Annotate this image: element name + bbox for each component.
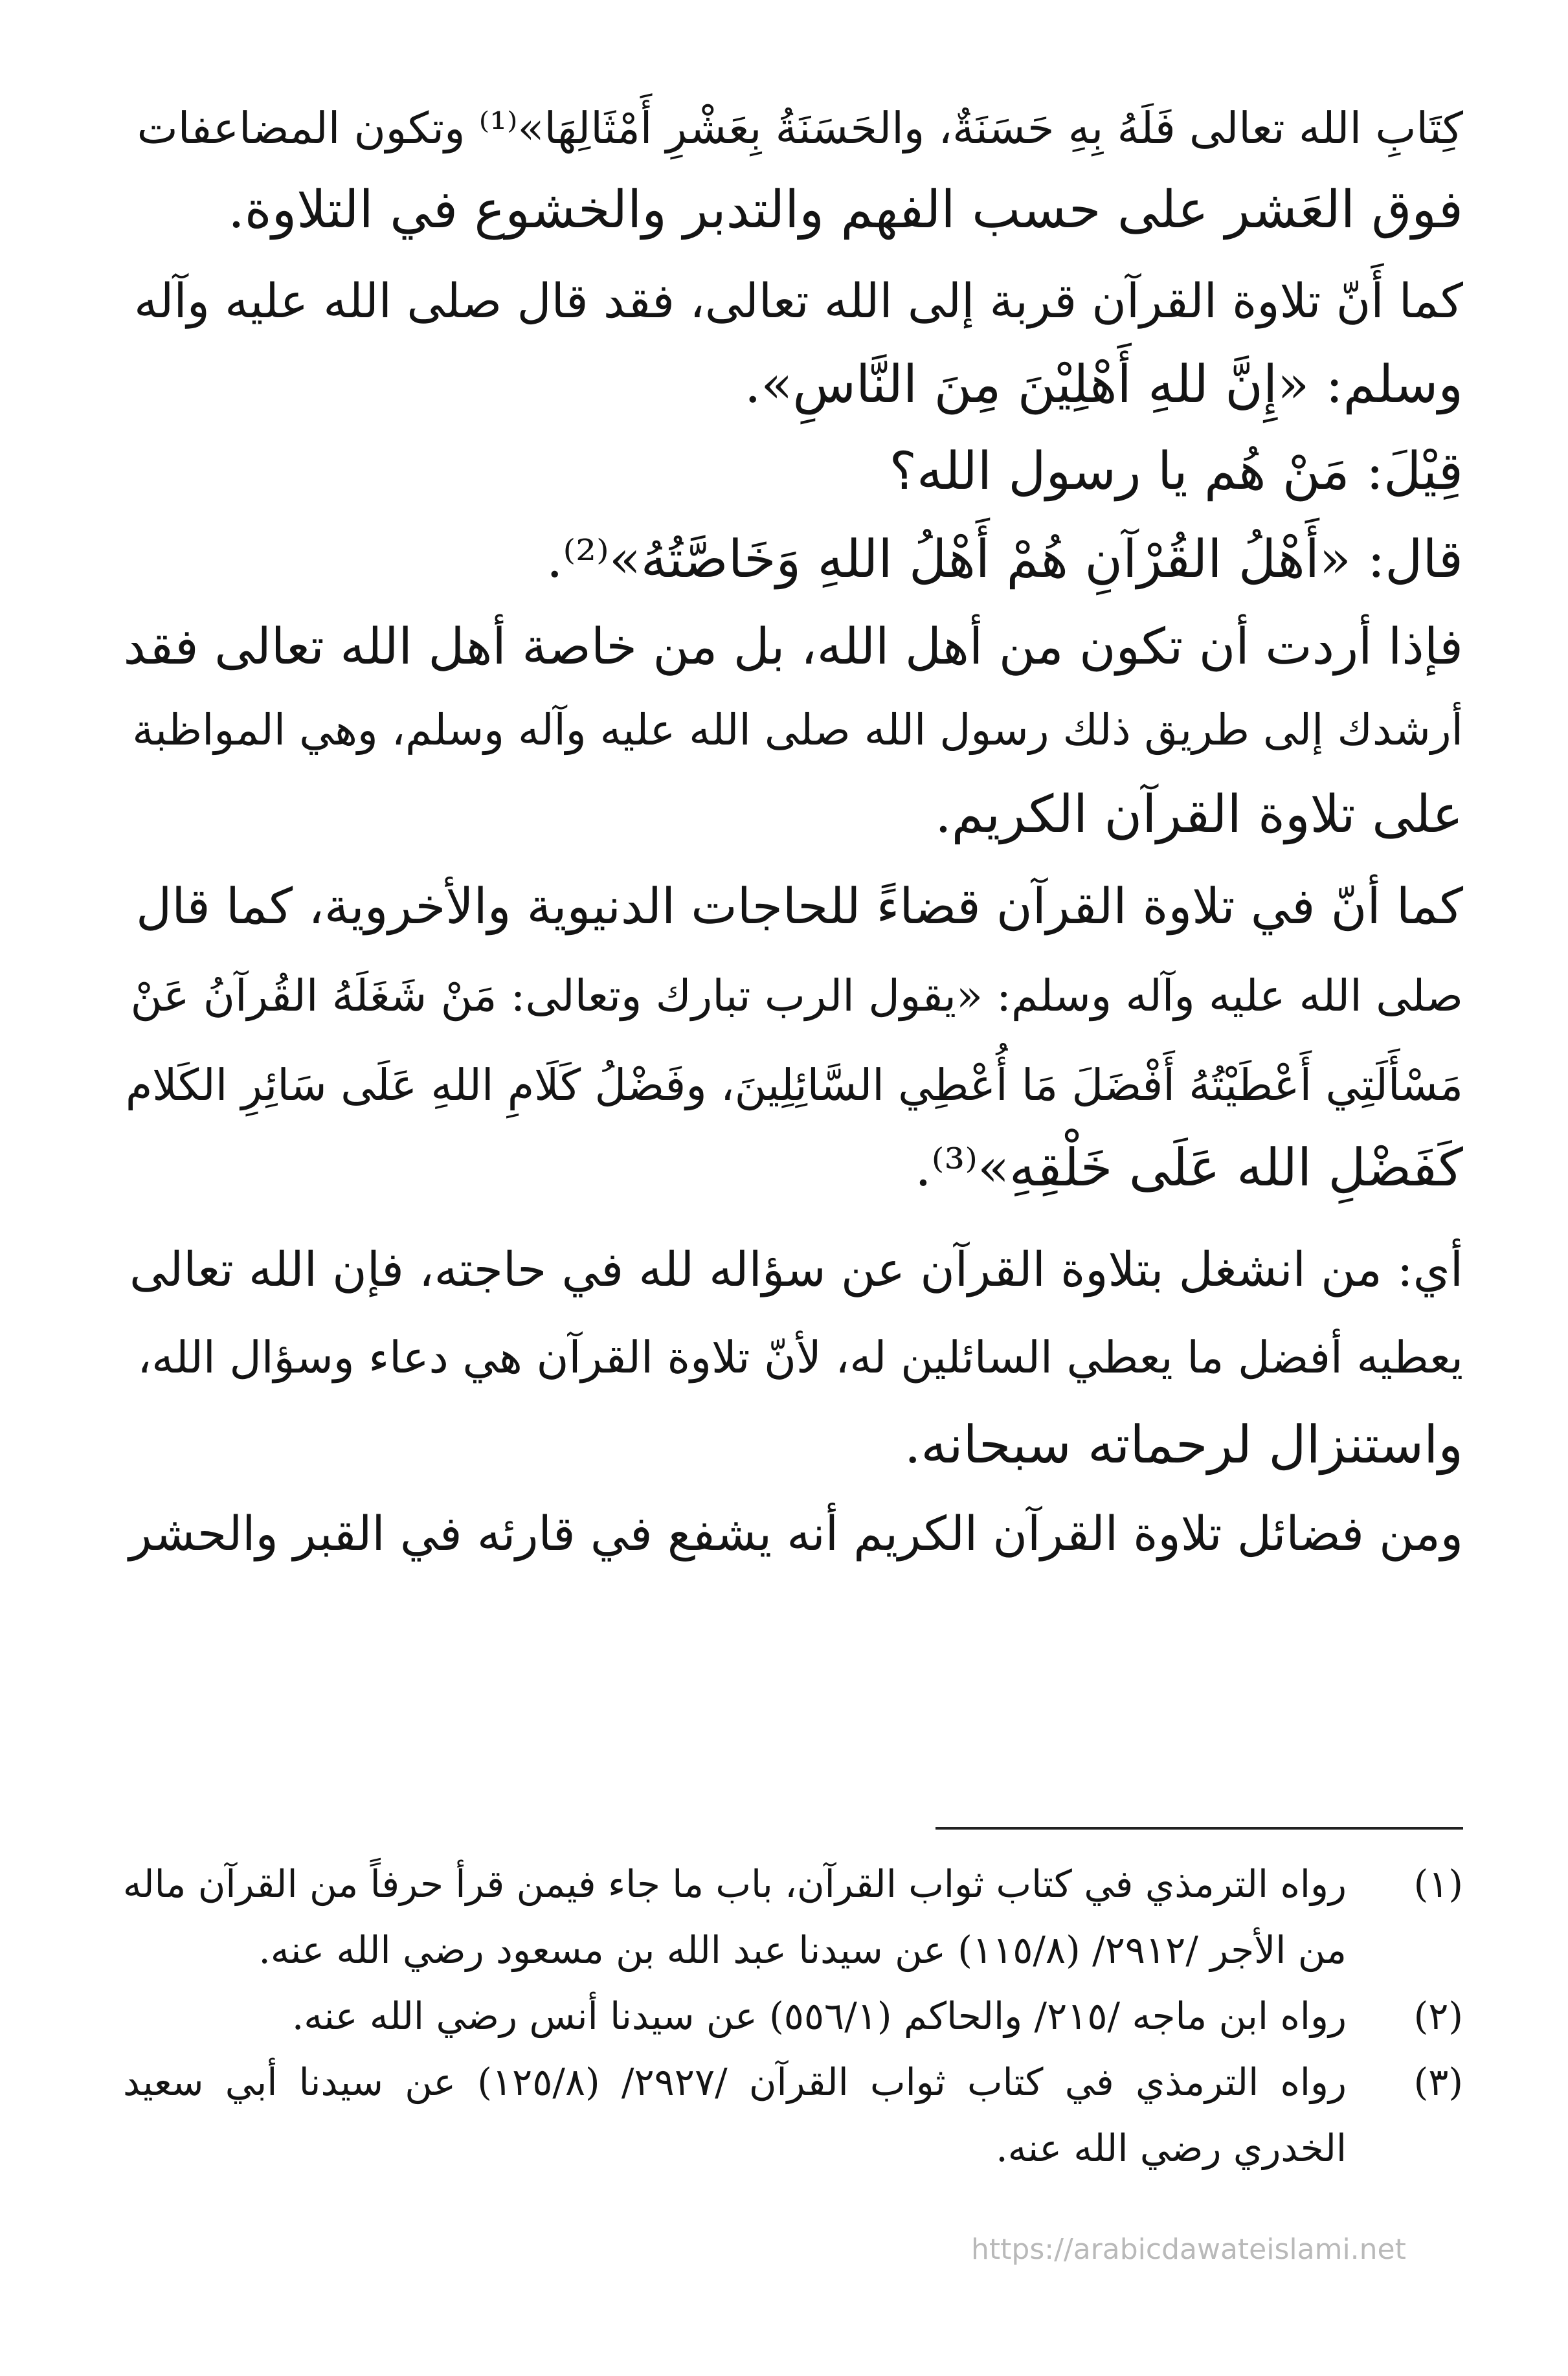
footnote-text: رواه الترمذي في كتاب ثواب القرآن /٢٩٢٧/ (١٢٥/٨) عن سيدنا أبي سعيد — [123, 2060, 1347, 2104]
body-line: صلى الله عليه وآله وسلم: «يقول الرب تبارك وتعالى: مَنْ شَغَلَهُ القُرآنُ عَنْ — [130, 970, 1463, 1021]
body-line: قال: «أَهْلُ القُرْآنِ هُمْ أَهْلُ اللهِ وَخَاصَّتُهُ»⁽²⁾. — [546, 529, 1463, 589]
footnote-number: (٢) — [1413, 1994, 1463, 2038]
body-line: أي: من انشغل بتلاوة القرآن عن سؤاله لله في حاجته، فإن الله تعالى — [129, 1242, 1463, 1297]
body-line: قِيْلَ: مَنْ هُم يا رسول الله؟ — [889, 441, 1463, 501]
footnote — [123, 1982, 1463, 2050]
body-line: فإذا أردت أن تكون من أهل الله، بل من خاصة أهل الله تعالى فقد — [123, 618, 1463, 676]
body-line: يعطيه أفضل ما يعطي السائلين له، لأنّ تلاوة القرآن هي دعاء وسؤال الله، — [137, 1332, 1463, 1384]
body-line: كما أنّ في تلاوة القرآن قضاءً للحاجات الدنيوية والأخروية، كما قال — [136, 877, 1463, 935]
footnote-continuation — [123, 2114, 1463, 2182]
footnote-number: (١) — [1413, 1862, 1463, 1906]
watermark-url: https://arabicdawateislami.net — [971, 2233, 1406, 2266]
body-line: وسلم: «إِنَّ للهِ أَهْلِيْنَ مِنَ النَّاسِ». — [745, 354, 1463, 414]
body-line: كِتَابِ الله تعالى فَلَهُ بِهِ حَسَنَةٌ، والحَسَنَةُ بِعَشْرِ أَمْثَالِهَا»⁽¹⁾ وتكون المضاعفات — [137, 103, 1463, 153]
footnote-continuation — [123, 1916, 1463, 1984]
body-line: كَفَضْلِ الله عَلَى خَلْقِهِ»⁽³⁾. — [915, 1138, 1463, 1198]
body-line: واستنزال لرحماته سبحانه. — [904, 1415, 1463, 1475]
body-line: أرشدك إلى طريق ذلك رسول الله صلى الله عليه وآله وسلم، وهي المواظبة — [132, 705, 1463, 755]
body-line: على تلاوة القرآن الكريم. — [935, 784, 1463, 844]
body-line: كما أَنّ تلاوة القرآن قربة إلى الله تعالى، فقد قال صلى الله عليه وآله — [134, 274, 1463, 329]
footnote-text: من الأجر /٢٩١٢/ (١١٥/٨) عن سيدنا عبد الله بن مسعود رضي الله عنه. — [258, 1928, 1347, 1972]
footnote — [123, 2048, 1463, 2116]
body-line: فوق العَشر على حسب الفهم والتدبر والخشوع في التلاوة. — [228, 179, 1463, 240]
body-line: مَسْأَلَتِي أَعْطَيْتُهُ أَفْضَلَ مَا أُعْطِي السَّائِلِينَ، وفَضْلُ كَلَامِ اللهِ عَلَى سَائِرِ الكَلام — [125, 1060, 1463, 1110]
footnote-separator — [935, 1827, 1463, 1830]
footnote-text: رواه الترمذي في كتاب ثواب القرآن، باب ما جاء فيمن قرأ حرفاً من القرآن ماله — [122, 1862, 1347, 1906]
footnote-text: الخدري رضي الله عنه. — [996, 2126, 1347, 2170]
footnote — [123, 1850, 1463, 1918]
body-line: ومن فضائل تلاوة القرآن الكريم أنه يشفع في قارئه في القبر والحشر — [129, 1507, 1463, 1562]
footnote-number: (٣) — [1413, 2060, 1463, 2104]
footnote-text: رواه ابن ماجه /٢١٥/ والحاكم (٥٥٦/١) عن سيدنا أنس رضي الله عنه. — [291, 1994, 1347, 2038]
